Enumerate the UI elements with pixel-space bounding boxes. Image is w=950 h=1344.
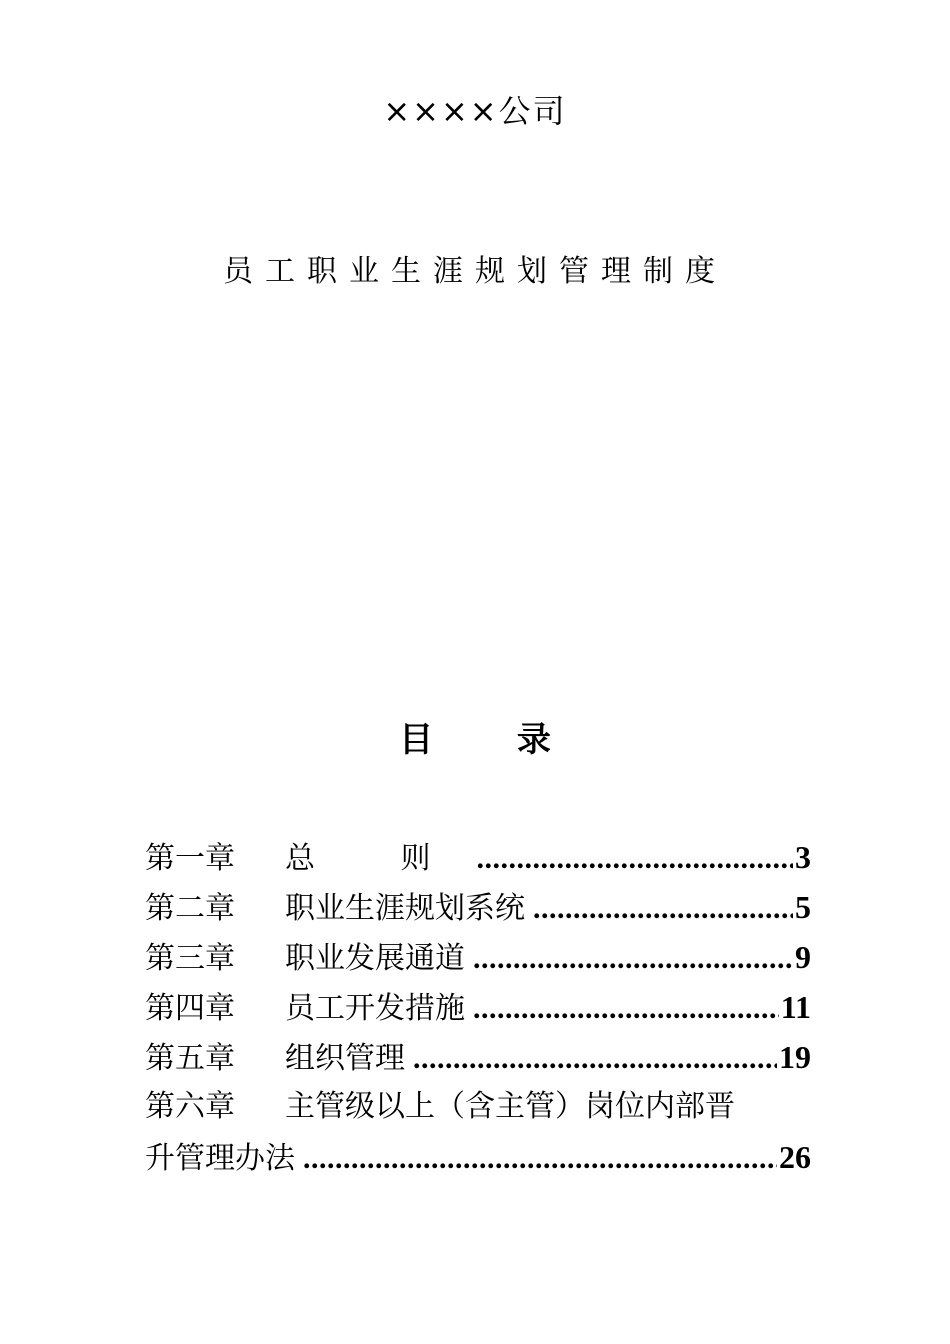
toc-dot-leader	[473, 934, 793, 984]
document-title: 员工职业生涯规划管理制度	[223, 254, 727, 289]
toc-dot-leader	[477, 834, 793, 884]
toc-page-number: 11	[780, 989, 811, 1025]
toc-chapter-title: 员工开发措施	[285, 991, 465, 1026]
toc-entry-chapter-4[interactable]	[145, 982, 811, 1032]
toc-dot-leader	[473, 984, 779, 1034]
toc-page-number: 9	[795, 939, 811, 975]
toc-chapter-label: 第五章	[145, 1041, 235, 1076]
toc-entry-chapter-5[interactable]	[145, 1032, 811, 1082]
toc-chapter-title: 职业生涯规划系统	[285, 891, 525, 926]
toc-chapter-title: 职业发展通道	[285, 941, 465, 976]
table-of-contents	[145, 832, 811, 1182]
toc-chapter-label: 第二章	[145, 891, 235, 926]
toc-page-number: 26	[779, 1139, 811, 1175]
toc-dot-leader	[533, 884, 793, 934]
toc-chapter-title: 主管级以上（含主管）岗位内部晋	[285, 1089, 735, 1124]
company-name: ××××公司	[383, 92, 567, 130]
toc-page-number: 5	[795, 889, 811, 925]
toc-dot-leader	[303, 1134, 777, 1184]
toc-heading: 目 录	[399, 720, 587, 760]
toc-chapter-title: 总 则	[285, 841, 469, 876]
toc-chapter-label: 第三章	[145, 941, 235, 976]
toc-chapter-label: 第一章	[145, 841, 235, 876]
toc-entry-chapter-6[interactable]	[145, 1082, 811, 1182]
toc-page-number: 3	[795, 839, 811, 875]
toc-chapter-title-continued: 升管理办法	[145, 1141, 295, 1176]
toc-dot-leader	[413, 1034, 777, 1084]
toc-chapter-title: 组织管理	[285, 1041, 405, 1076]
toc-chapter-label: 第六章	[145, 1089, 235, 1124]
toc-entry-chapter-3[interactable]	[145, 932, 811, 982]
toc-entry-chapter-1[interactable]	[145, 832, 811, 882]
toc-entry-chapter-2[interactable]	[145, 882, 811, 932]
toc-chapter-label: 第四章	[145, 991, 235, 1026]
toc-page-number: 19	[779, 1039, 811, 1075]
